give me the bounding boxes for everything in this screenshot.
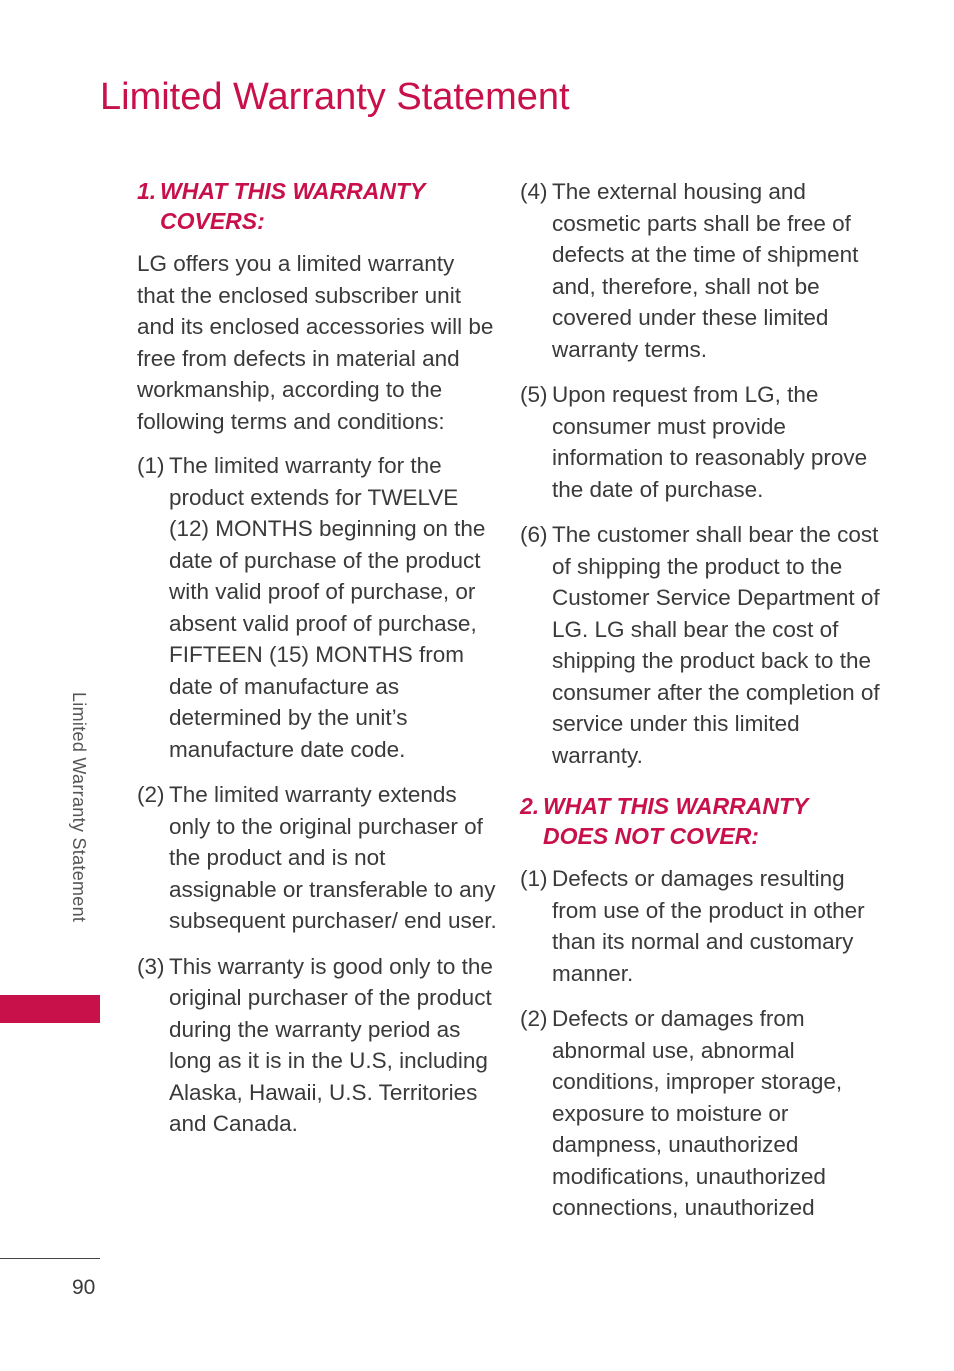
sidebar-tab-marker bbox=[0, 995, 100, 1023]
exclusion-item-1 bbox=[520, 863, 880, 989]
item-text: This warranty is good only to the original purchaser of the product during the warranty period as long as it is in the U.S, including Alaska, Hawaii, U.S. Territories and Canada. bbox=[169, 953, 493, 1136]
section-1-intro: LG offers you a limited warranty that the enclosed subscriber unit and its enclosed accessories will be free from defects in material and workmanship, according to the following terms and conditions: bbox=[137, 251, 494, 434]
warranty-item-1 bbox=[137, 450, 497, 765]
section-1-heading bbox=[137, 176, 497, 236]
item-number: (5) bbox=[520, 382, 548, 407]
item-number: (6) bbox=[520, 522, 548, 547]
warranty-item-5 bbox=[520, 379, 880, 505]
sidebar-section-label: Limited Warranty Statement bbox=[69, 692, 89, 923]
warranty-item-6 bbox=[520, 519, 880, 771]
item-text: The limited warranty extends only to the original purchaser of the product and is not assignable or transferable to any subsequent purchaser/ end user. bbox=[169, 782, 497, 933]
section-1-number: 1. bbox=[137, 178, 157, 204]
item-number: (2) bbox=[520, 1006, 548, 1031]
section-2-number: 2. bbox=[520, 793, 540, 819]
section-1-heading-line1: WHAT THIS WARRANTY bbox=[160, 178, 426, 204]
item-number: (1) bbox=[137, 453, 165, 478]
item-number: (4) bbox=[520, 179, 548, 204]
item-text: The external housing and cosmetic parts shall be free of defects at the time of shipment and, therefore, shall not be covered under these limited warranty terms. bbox=[552, 179, 859, 362]
item-text: Defects or damages resulting from use of the product in other than its normal and customary manner. bbox=[552, 866, 865, 986]
page-title: Limited Warranty Statement bbox=[100, 76, 570, 118]
right-column bbox=[520, 176, 880, 1238]
page-number: 90 bbox=[72, 1276, 96, 1299]
section-2-heading-line1: WHAT THIS WARRANTY bbox=[543, 793, 809, 819]
section-2-heading bbox=[520, 791, 880, 851]
item-number: (1) bbox=[520, 866, 548, 891]
warranty-item-4 bbox=[520, 176, 880, 365]
item-text: The limited warranty for the product extends for TWELVE (12) MONTHS beginning on the date of purchase of the product with valid proof of purchase, or absent valid proof of purchase, FIFTEEN (15) MONTHS from date of manufacture as determined by the unit’s manufacture date code. bbox=[169, 453, 486, 762]
item-text: Defects or damages from abnormal use, abnormal conditions, improper storage, exposure to moisture or dampness, unauthorized modifications, unauthorized connections, unauthorized bbox=[552, 1006, 843, 1220]
left-column bbox=[137, 176, 497, 1154]
item-number: (2) bbox=[137, 782, 165, 807]
footer-divider bbox=[0, 1258, 100, 1259]
section-1-heading-line2: COVERS: bbox=[160, 208, 265, 234]
warranty-item-2 bbox=[137, 779, 497, 937]
item-number: (3) bbox=[137, 953, 165, 979]
item-text: Upon request from LG, the consumer must provide information to reasonably prove the date of purchase. bbox=[552, 382, 868, 502]
section-2-heading-line2: DOES NOT COVER: bbox=[543, 823, 759, 849]
warranty-item-3 bbox=[137, 951, 497, 1140]
item-text: The customer shall bear the cost of shipping the product to the Customer Service Department of LG. LG shall bear the cost of shipping the product back to the consumer after the completion of service under this limited warranty. bbox=[552, 522, 880, 768]
exclusion-item-2 bbox=[520, 1003, 880, 1224]
